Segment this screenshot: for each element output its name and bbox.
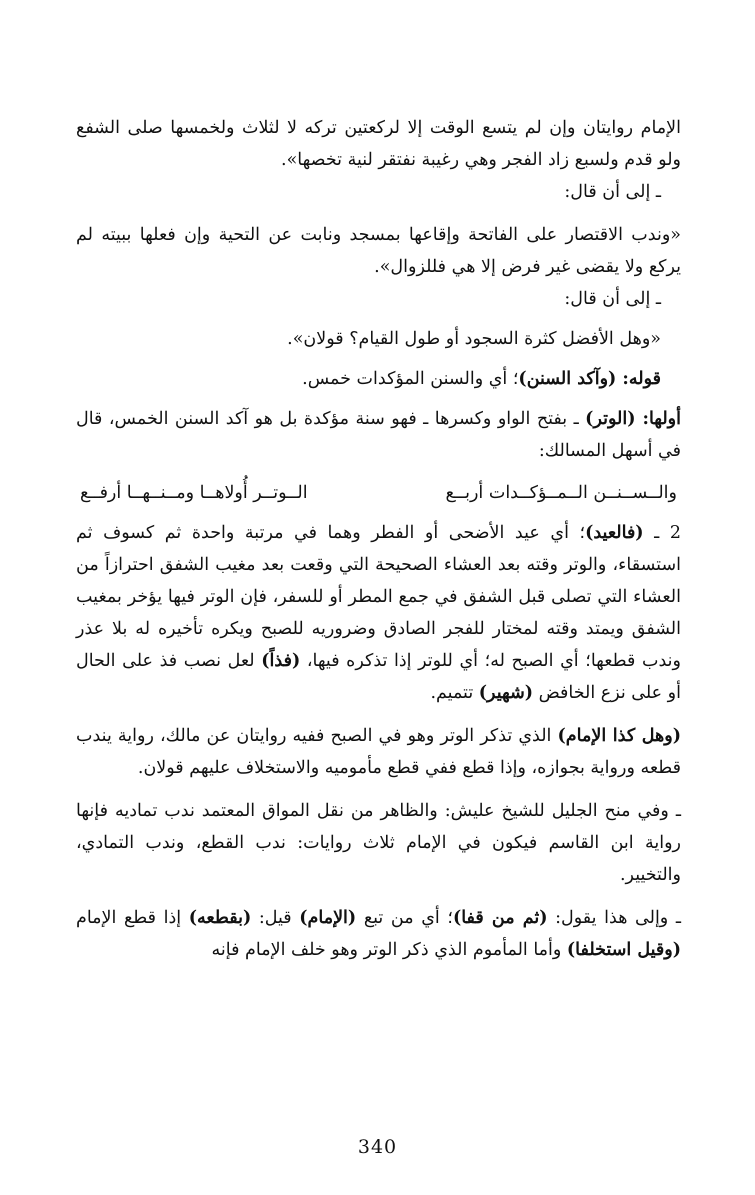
paragraph-8-number: 2 ـ	[643, 523, 681, 543]
paragraph-11	[76, 902, 681, 966]
paragraph-8-mid-2: لعل نصب فذ على الحال أو على نزع الخافض	[76, 651, 681, 703]
verse-second-hemistich: الــوتــر أُولاهــا ومــنــهــا أرفــع	[80, 483, 308, 503]
paragraph-8-quote-1: (فالعيد)	[585, 523, 644, 543]
paragraph-11-mid-2: قيل:	[251, 908, 300, 928]
paragraph-11-end: وأما المأموم الذي ذكر الوتر وهو خلف الإمام فإنه	[211, 940, 567, 960]
paragraph-9	[76, 720, 681, 784]
paragraph-8-end: تتميم.	[430, 683, 479, 703]
paragraph-7-quote: (الوتر)	[585, 409, 636, 429]
paragraph-11-quote-1: (ثم من قفا)	[452, 908, 548, 928]
verse-first-hemistich: والــســنــن الــمــؤكــدات أربــع	[445, 483, 677, 503]
paragraph-9-rest: الذي تذكر الوتر وهو في الصبح ففيه روايتان عن مالك، رواية يندب قطعه ورواية بجوازه، وإذا قطع ففي قطع مأموميه والاستخلاف عليهم قولان.	[76, 726, 681, 778]
paragraph-7-rest: ـ بفتح الواو وكسرها ـ فهو سنة مؤكدة بل هو آكد السنن الخمس، قال في أسهل المسالك:	[76, 409, 681, 461]
paragraph-11-lead: ـ وإلى هذا يقول:	[547, 908, 681, 928]
paragraph-11-mid-3: إذا قطع الإمام	[76, 908, 189, 928]
document-body	[76, 112, 681, 966]
paragraph-9-quote: (وهل كذا الإمام)	[557, 726, 681, 746]
paragraph-6-lead: قوله:	[616, 369, 661, 389]
paragraph-8-mid: ؛ أي عيد الأضحى أو الفطر وهما في مرتبة واحدة ثم كسوف ثم استسقاء، والوتر وقته بعد العشاء الصحيحة التي وقعت بعد مغيب الشفق احترازاً من العشاء التي تصلى قبل الشفق في جمع المطر أو للسفر، فإن الوتر فيها يؤخر بمغيب الشفق ويمتد وقته لمختار للفجر الصادق وضروريه للصبح ويكره تأخيره له بلا عذر وندب قطعها؛ أي الصبح له؛ أي للوتر إذا تذكره فيها،	[76, 523, 681, 671]
paragraph-2	[76, 176, 681, 208]
paragraph-11-mid-1: ؛ أي من تبع	[356, 908, 453, 928]
paragraph-5-text: «وهل الأفضل كثرة السجود أو طول القيام؟ قولان».	[287, 329, 661, 349]
paragraph-10	[76, 795, 681, 891]
paragraph-6-quote: (وآكد السنن)	[518, 369, 617, 389]
paragraph-8-quote-3: (شهير)	[478, 683, 534, 703]
paragraph-1	[76, 112, 681, 176]
paragraph-8-quote-2: (فذاً)	[261, 651, 301, 671]
paragraph-6	[76, 363, 681, 395]
paragraph-7	[76, 403, 681, 467]
paragraph-11-quote-3: (بقطعه)	[188, 908, 252, 928]
paragraph-7-lead: أولها:	[635, 409, 681, 429]
paragraph-11-quote-2: (الإمام)	[299, 908, 357, 928]
page-number: 340	[357, 1136, 398, 1158]
poem-verse	[76, 477, 681, 509]
paragraph-4-text: ـ إلى أن قال:	[564, 289, 661, 309]
paragraph-2-text: ـ إلى أن قال:	[564, 182, 661, 202]
paragraph-11-quote-4: (وقيل استخلفا)	[566, 940, 681, 960]
paragraph-3	[76, 219, 681, 283]
paragraph-3-text: «وندب الاقتصار على الفاتحة وإقاعها بمسجد ونابت عن التحية وإن فعلها ببيته لم يركع ولا يقضى غير فرض إلا هي فللزوال».	[76, 225, 681, 277]
paragraph-1-text: الإمام روايتان وإن لم يتسع الوقت إلا لركعتين تركه لا لثلاث ولخمسها صلى الشفع ولو قدم ولسبع زاد الفجر وهي رغيبة نفتقر لنية تخصها».	[76, 118, 681, 170]
paragraph-5	[76, 323, 681, 355]
paragraph-6-rest: ؛ أي والسنن المؤكدات خمس.	[302, 369, 519, 389]
paragraph-4	[76, 283, 681, 315]
paragraph-10-text: ـ وفي منح الجليل للشيخ عليش: والظاهر من نقل المواق المعتمد ندب تماديه فإنها رواية ابن القاسم فيكون في الإمام ثلاث روايات: ندب القطع، وندب التمادي، والتخيير.	[76, 801, 681, 885]
paragraph-8	[76, 517, 681, 709]
